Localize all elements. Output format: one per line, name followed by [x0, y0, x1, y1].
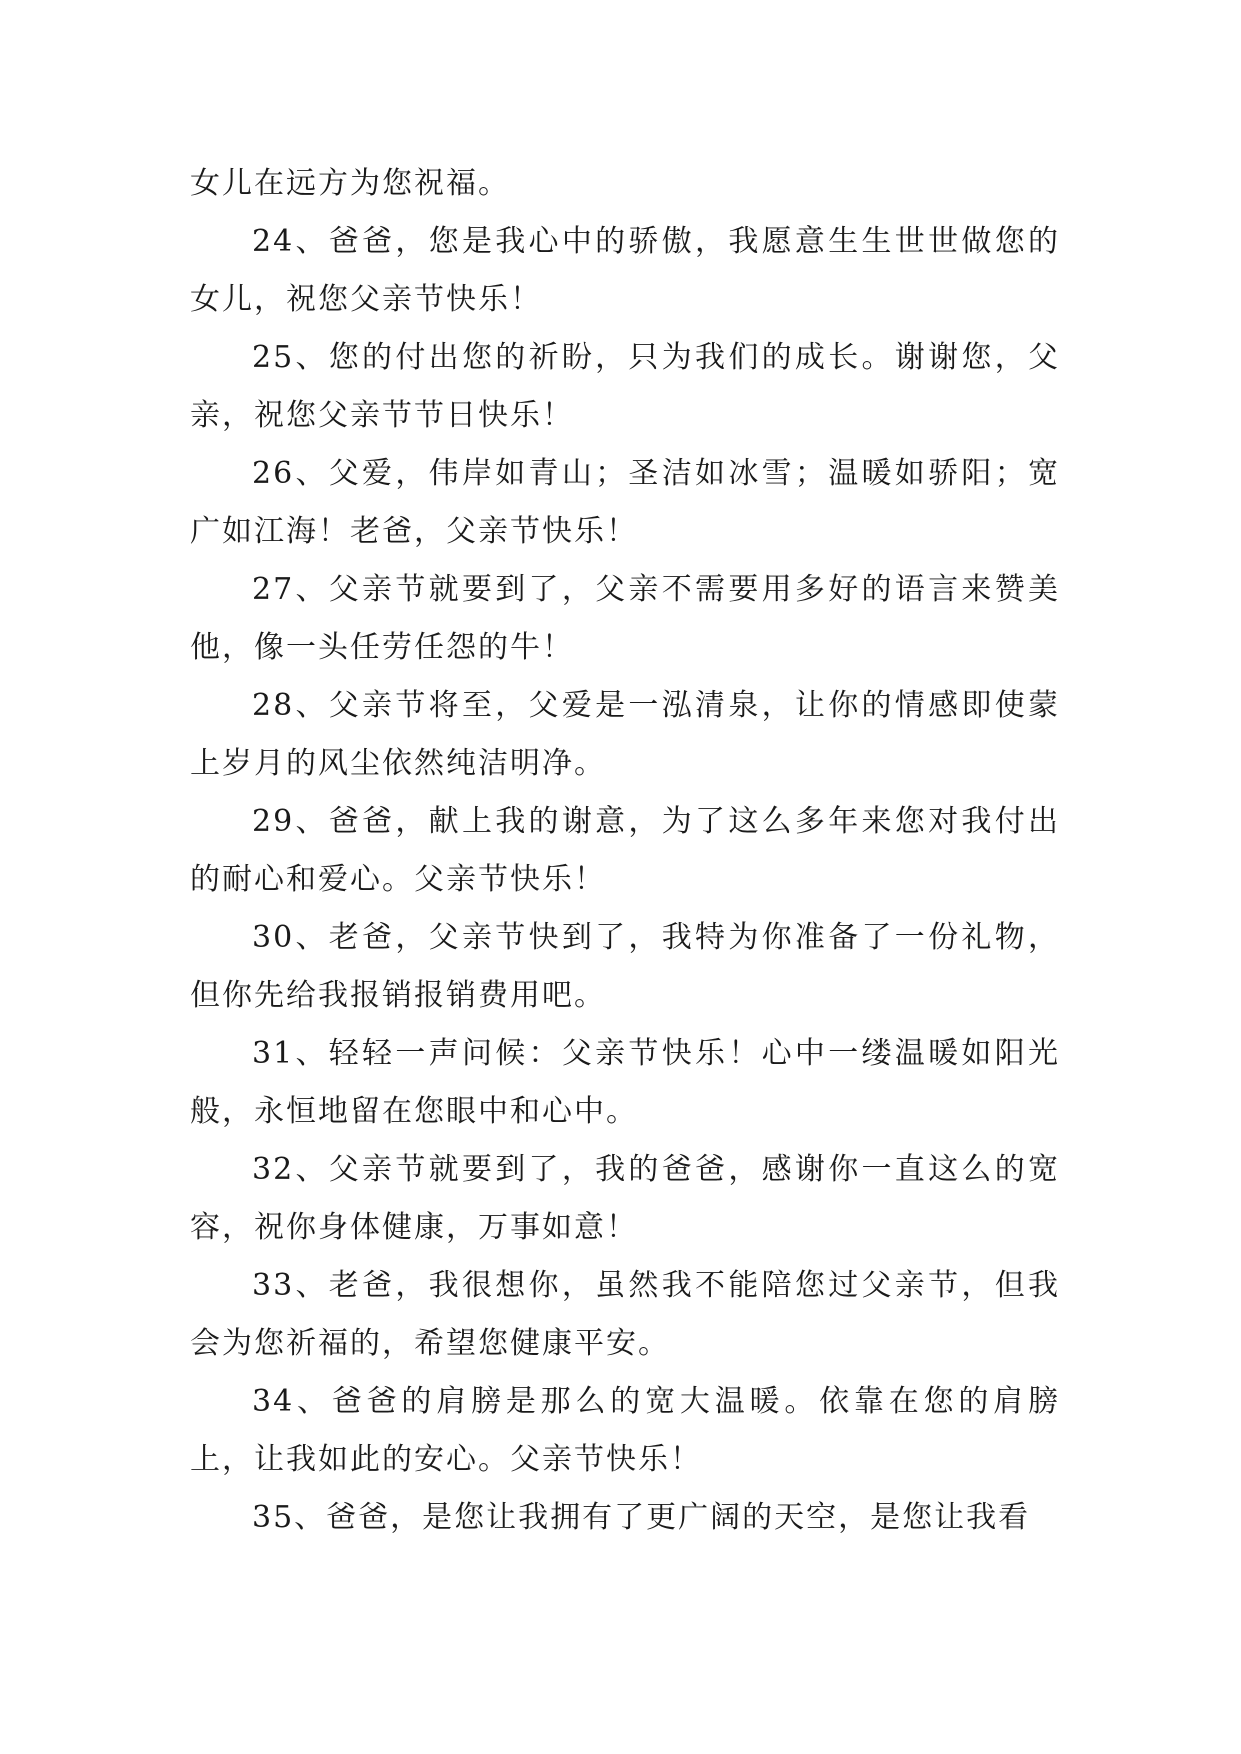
paragraph: 35、爸爸，是您让我拥有了更广阔的天空，是您让我看: [252, 1500, 1031, 1535]
paragraph: 27、父亲节就要到了，父亲不需要用多好的语言来赞美他，像一头任劳任怨的牛！: [190, 572, 1060, 665]
document-body: [190, 155, 1060, 1547]
paragraph: 28、父亲节将至，父爱是一泓清泉，让你的情感即使蒙上岁月的风尘依然纯洁明净。: [190, 688, 1060, 781]
paragraph: 30、老爸，父亲节快到了，我特为你准备了一份礼物，但你先给我报销报销费用吧。: [190, 920, 1060, 1013]
paragraph: 29、爸爸，献上我的谢意，为了这么多年来您对我付出的耐心和爱心。父亲节快乐！: [190, 804, 1060, 897]
paragraph: 33、老爸，我很想你，虽然我不能陪您过父亲节，但我会为您祈福的，希望您健康平安。: [190, 1268, 1060, 1361]
paragraph: 26、父爱，伟岸如青山；圣洁如冰雪；温暖如骄阳；宽广如江海！老爸，父亲节快乐！: [190, 456, 1060, 549]
paragraph: 32、父亲节就要到了，我的爸爸，感谢你一直这么的宽容，祝你身体健康，万事如意！: [190, 1152, 1060, 1245]
paragraph: 25、您的付出您的祈盼，只为我们的成长。谢谢您，父亲，祝您父亲节节日快乐！: [190, 340, 1060, 433]
paragraph: 女儿在远方为您祝福。: [190, 166, 510, 201]
paragraph: 24、爸爸，您是我心中的骄傲，我愿意生生世世做您的女儿，祝您父亲节快乐！: [190, 224, 1060, 317]
paragraph: 34、爸爸的肩膀是那么的宽大温暖。依靠在您的肩膀上，让我如此的安心。父亲节快乐！: [190, 1384, 1060, 1477]
paragraph: 31、轻轻一声问候：父亲节快乐！心中一缕温暖如阳光般，永恒地留在您眼中和心中。: [190, 1036, 1060, 1129]
